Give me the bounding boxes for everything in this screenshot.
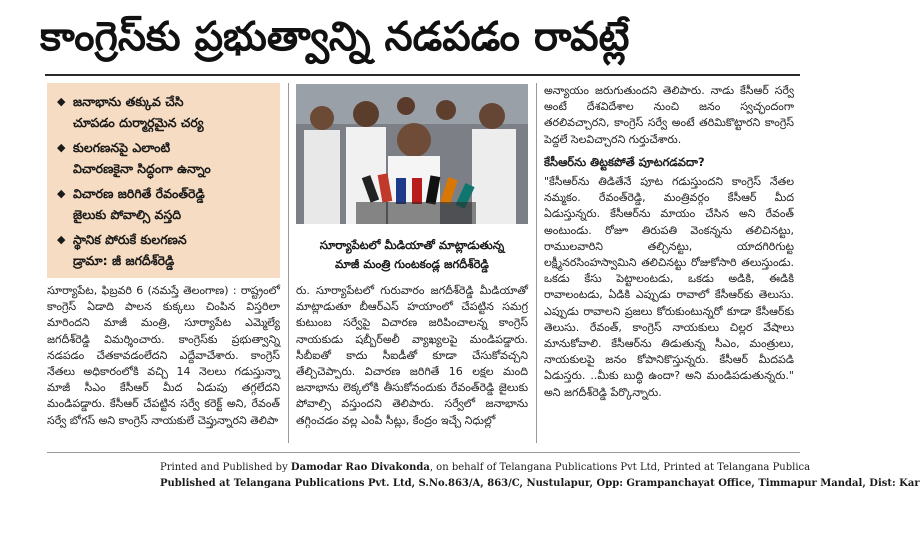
column-divider xyxy=(536,83,537,443)
imprint-line-1 xyxy=(160,460,811,476)
highlight-text: విచారణ జరిగితే రేవంత్‌రెడ్డి జైలుకు పోవాల్సి వస్తది xyxy=(73,186,205,222)
highlight-text: స్థానిక పోరుకే కులగణన డ్రామా: జీ జగదీశ్‌రెడ్డి xyxy=(73,232,187,268)
article-paragraph: రు. సూర్యాపేటలో గురువారం జగదీశ్‌రెడ్డి మీడియాతో మాట్లాడుతూ బీఆర్‌ఎస్ హయాంలో చేపట్టిన సమగ్ర కుటుంబ సర్వేపై విచారణ జరిపించాలన్న కాంగ్రెస్ నాయకుడు షబ్బీర్‌అలీ వ్యాఖ్యలపై మండిపడ్డారు. సీబీఐతో కాదు సీఐడీతో కూడా చేసుకోవచ్చని తేల్చిచెప్పారు. విచారణ జరిగితే 16 లక్షల మంది జనాభాను లెక్కలోకి తీసుకోనందుకు రేవంత్‌రెడ్డి జైలుకు పోవాల్సి వస్తుందని తెలిపారు. సర్వేలో జనాభాను తగ్గించడం వల్ల ఎంపీ సీట్లు, కేంద్రం ఇచ్చే నిధుల్లో xyxy=(296,284,528,427)
photo-caption: సూర్యాపేటలో మీడియాతో మాట్లాడుతున్న మాజీ మంత్రి గుంటకండ్ల జగదీశ్‌రెడ్డి xyxy=(319,238,505,271)
headline-rule xyxy=(45,74,800,76)
bullet-icon: ◆ xyxy=(57,95,66,108)
article-headline: కాంగ్రెస్‌కు ప్రభుత్వాన్ని నడపడం రావట్లే xyxy=(40,14,630,60)
bullet-icon: ◆ xyxy=(57,233,66,246)
press-photo xyxy=(296,84,528,224)
publisher-name: Damodar Rao Divakonda xyxy=(290,462,430,473)
column-divider xyxy=(288,83,289,443)
imprint-footer xyxy=(160,460,920,494)
highlight-item xyxy=(57,229,272,271)
highlight-item xyxy=(57,137,272,179)
article-paragraph: సూర్యాపేట, ఫిబ్రవరి 6 (నమస్తే తెలంగాణ) : రాష్ట్రంలో కాంగ్రెస్ ఏడాది పాలన కుక్కలు చింపిన విస్తరిలా మారిందని మాజీ మంత్రి, సూర్యాపేట ఎమ్మెల్యే జగదీశ్‌రెడ్డి విమర్శించారు. కాంగ్రెస్‌కు ప్రభుత్వాన్ని నడపడం చేతకావడంలేదని ఎద్దేవాచేశారు. కాంగ్రెస్ నేతలు అధికారంలోకి వచ్చి 14 నెలలు గడుస్తున్నా మాజీ సీఎం కేసీఆర్ మీద ఏడుపు తగ్గలేదని మండిపడ్డారు. కేసీఆర్ చేపట్టిన సర్వే కరెక్ట్ అని, రేవంత్ సర్వే బోగస్ అని కాంగ్రెస్ నాయకులే చెప్తున్నారని తెలిపా xyxy=(47,284,280,427)
article-paragraph: అన్యాయం జరుగుతుందని తెలిపారు. నాడు కేసీఆర్ సర్వే అంటే దేశవిదేశాల నుంచి జనం స్వచ్ఛందంగా తరలివచ్చారని, కాంగ్రెస్ సర్వే అంటే తరిమికొట్టారని కాంగ్రెస్ పెద్దలే సెలవిచ్చారని గుర్తుచేశారు. xyxy=(544,84,794,146)
article-column-3 xyxy=(544,83,794,443)
bullet-icon: ◆ xyxy=(57,141,66,154)
highlight-text: కులగణనపై ఎలాంటి విచారణకైనా సిద్ధంగా ఉన్నాం xyxy=(73,140,211,176)
article-paragraph: "కేసీఆర్‌ను తిడితేనే పూట గడుస్తుందని కాంగ్రెస్ నేతల నమ్మకం. రేవంత్‌రెడ్డి, మంత్రివర్గం కేసీఆర్ మీద ఏడుస్తున్నరు. కేసీఆర్‌ను మాయం చేసిన అని రేవంత్ అంటుండు. రోజూ తిరుపతి వెంకన్నను తలిచినట్టు, రాములవారిని తల్చినట్టు, యాదగిరిగుట్ట లక్ష్మీనరసింహస్వామిని తలిచినట్టు రోజుకోసారి తలుస్తుండు. ఒకడు కేసు పెట్టాలంటడు, ఒకడు అడికి, ఈడికి రావాలంటడు, ఏడికి ఎప్పుడు రావాలో కేసీఆర్‌కు తెలుసు. ఎప్పుడు రావాలని ప్రజలు కోరుకుంటున్నరో కూడా కేసీఆర్‌కు తెలుసు. రేవంత్, కాంగ్రెస్ నాయకులు చిల్లర వేషాలు మానుకోవాలి. కేసీఆర్‌ను తిడుతున్న సీఎం, మంత్రులు, నాయకులపై జనం కోపానికొస్తున్నరు. కేసీఆర్ మీదపడి ఏడుస్తరు. ..మీకు బుద్ధి ఉందా? అని మండిపడుతున్నరు." అని జగదీశ్‌రెడ్డి పేర్కొన్నారు. xyxy=(544,175,794,399)
article-column-1 xyxy=(47,283,280,443)
bullet-icon: ◆ xyxy=(57,187,66,200)
imprint-line-2: Published at Telangana Publications Pvt. Ltd, S.No.863/A, 863/C, Nustulapur, Opp: Grampanchayat Office, Timmapur Mandal, Dist: Kar xyxy=(160,478,920,489)
imprint-prefix: Printed and Published by xyxy=(160,462,291,473)
footer-rule xyxy=(47,452,800,453)
highlights-box xyxy=(47,83,280,278)
imprint-suffix: , on behalf of Telangana Publications Pvt Ltd, Printed at Telangana Publica xyxy=(429,462,811,473)
article-column-2 xyxy=(296,283,528,443)
highlight-text: జనాభాను తక్కువ చేసి చూపడం దుర్మార్గమైన చర్య xyxy=(73,94,204,130)
highlight-item xyxy=(57,91,272,133)
article-subheading: కేసీఆర్‌ను తిట్టకపోతే పూటగడవదా? xyxy=(544,154,705,169)
highlight-item xyxy=(57,183,272,225)
